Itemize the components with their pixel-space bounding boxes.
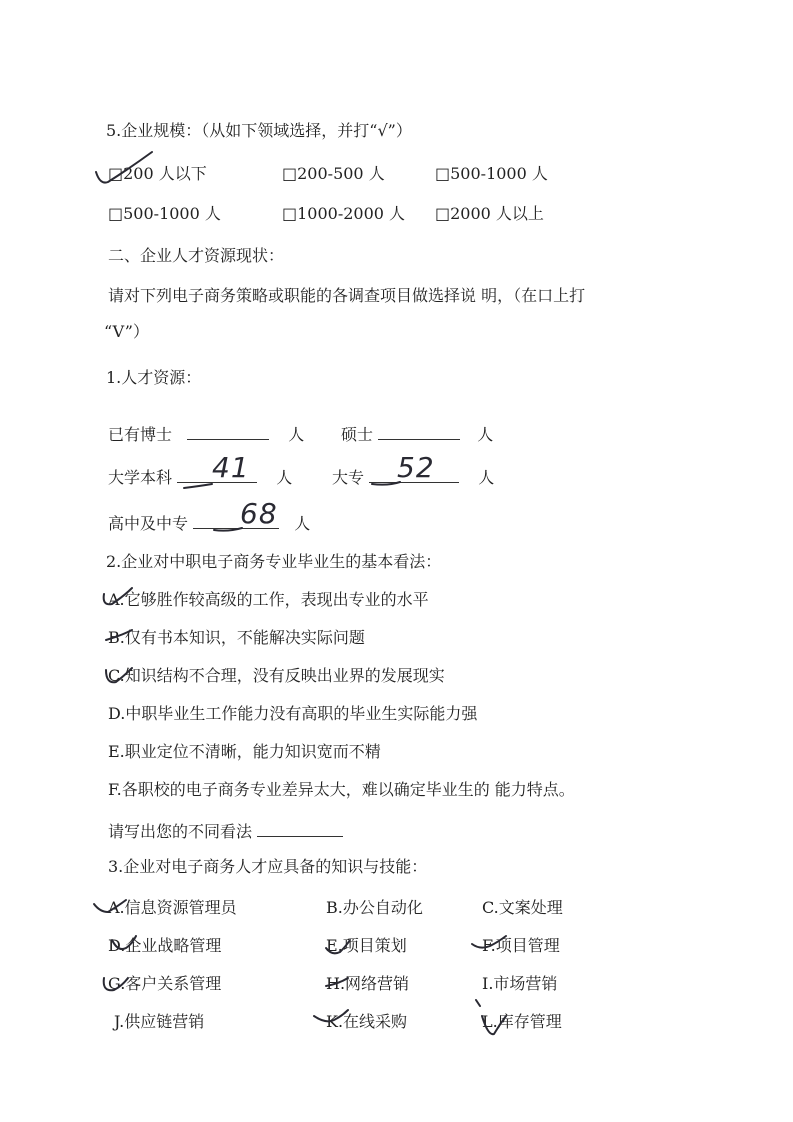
college-value: 52 bbox=[397, 451, 435, 484]
q5-option-500-1000-b[interactable]: □500-1000 人 bbox=[108, 204, 221, 223]
section-instruction-cont: “V”） bbox=[104, 322, 149, 341]
q3-option-f[interactable]: F.项目管理 bbox=[482, 936, 560, 955]
bachelor-label: 大学本科 bbox=[108, 468, 173, 487]
q5-title: 5.企业规模：（从如下领域选择，并打“√”） bbox=[106, 121, 412, 140]
q3-option-j[interactable]: J.供应链营销 bbox=[114, 1012, 205, 1031]
highschool-value: 68 bbox=[240, 497, 278, 530]
bachelor-unit: 人 bbox=[276, 468, 293, 487]
q5-option-200-500[interactable]: □200-500 人 bbox=[282, 164, 385, 183]
q3-option-c[interactable]: C.文案处理 bbox=[482, 898, 563, 917]
q3-title: 3.企业对电子商务人才应具备的知识与技能： bbox=[108, 857, 428, 876]
q2-other-row bbox=[108, 820, 343, 842]
q3-option-h[interactable]: H.网络营销 bbox=[326, 974, 410, 993]
q5-option-over-2000[interactable]: □2000 人以上 bbox=[435, 204, 544, 223]
q2-option-e[interactable]: E.职业定位不清晰，能力知识宽而不精 bbox=[108, 742, 381, 761]
q5-option-500-1000-a[interactable]: □500-1000 人 bbox=[435, 164, 548, 183]
q2-option-a[interactable]: A.它够胜作较高级的工作，表现出专业的水平 bbox=[108, 590, 429, 609]
q5-option-under-200[interactable]: □200 人以下 bbox=[108, 164, 207, 183]
section-heading: 二、企业人才资源现状： bbox=[108, 246, 285, 265]
q2-option-f[interactable]: F.各职校的电子商务专业差异太大，难以确定毕业生的 能力特点。 bbox=[108, 780, 575, 799]
phd-row bbox=[108, 423, 304, 445]
q3-option-e[interactable]: E.项目策划 bbox=[326, 936, 407, 955]
q2-other-label: 请写出您的不同看法 bbox=[108, 822, 253, 841]
master-label: 硕士 bbox=[341, 425, 374, 444]
q2-option-d[interactable]: D.中职毕业生工作能力没有高职的毕业生实际能力强 bbox=[108, 704, 478, 723]
highschool-row bbox=[108, 512, 310, 534]
master-field[interactable] bbox=[378, 423, 460, 440]
q3-option-b[interactable]: B.办公自动化 bbox=[326, 898, 423, 917]
q2-title: 2.企业对中职电子商务专业毕业生的基本看法： bbox=[106, 552, 442, 571]
q3-option-a[interactable]: A.信息资源管理员 bbox=[108, 898, 237, 917]
q2-option-c[interactable]: C.知识结构不合理，没有反映出业界的发展现实 bbox=[108, 666, 445, 685]
phd-label: 已有博士 bbox=[108, 425, 173, 444]
highschool-label: 高中及中专 bbox=[108, 514, 189, 533]
q3-option-g[interactable]: G.客户关系管理 bbox=[108, 974, 222, 993]
q2-other-field[interactable] bbox=[257, 820, 343, 837]
college-unit: 人 bbox=[478, 468, 495, 487]
q5-option-1000-2000[interactable]: □1000-2000 人 bbox=[282, 204, 406, 223]
college-label: 大专 bbox=[332, 468, 365, 487]
section-instruction: 请对下列电子商务策略或职能的各调查项目做选择说 明，（在口上打 bbox=[108, 286, 586, 305]
q1-title: 1.人才资源： bbox=[106, 368, 202, 387]
q2-option-b[interactable]: B.仅有书本知识，不能解决实际问题 bbox=[108, 628, 365, 647]
q3-option-d[interactable]: D.企业战略管理 bbox=[108, 936, 222, 955]
phd-unit: 人 bbox=[288, 425, 305, 444]
highschool-unit: 人 bbox=[294, 514, 311, 533]
q3-option-i[interactable]: I.市场营销 bbox=[482, 974, 558, 993]
master-unit: 人 bbox=[477, 425, 494, 444]
q3-option-l[interactable]: L.库存管理 bbox=[482, 1012, 562, 1031]
bachelor-value: 41 bbox=[212, 451, 250, 484]
q3-option-k[interactable]: K.在线采购 bbox=[326, 1012, 408, 1031]
bachelor-row bbox=[108, 466, 292, 488]
phd-field[interactable] bbox=[187, 423, 269, 440]
master-row bbox=[341, 423, 493, 445]
